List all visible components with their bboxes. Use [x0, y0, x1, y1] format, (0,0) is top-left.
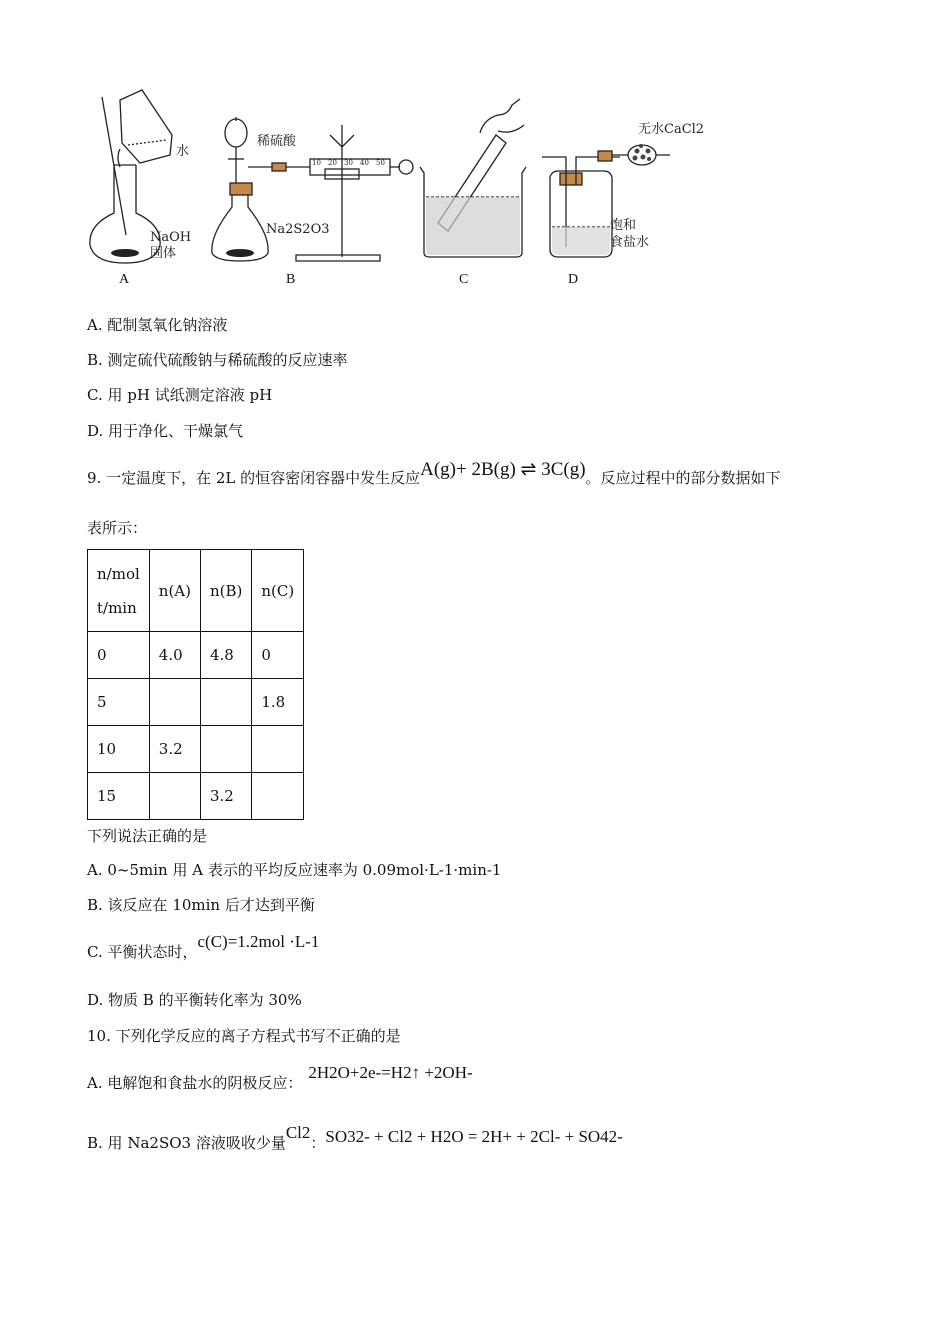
q10-stem: 10. 下列化学反应的离子方程式书写不正确的是: [87, 1027, 401, 1045]
syringe-tick: 40: [360, 159, 369, 167]
q9-option-c-eq: c(C)=1.2mol ·L-1: [197, 932, 320, 951]
q9-option-b: B. 该反应在 10min 后才达到平衡: [87, 896, 315, 914]
table-header-corner: [88, 550, 150, 632]
apparatus-figure: [80, 85, 720, 295]
q9-prompt: 下列说法正确的是: [87, 827, 208, 845]
q9-option-d: D. 物质 B 的平衡转化率为 30%: [87, 991, 302, 1009]
table-cell: [200, 679, 251, 726]
q10-option-b-cl2: Cl2: [285, 1123, 311, 1142]
label-anhydrous-cacl2: 无水CaCl2: [638, 122, 705, 137]
q9-stem: [87, 459, 781, 488]
table-header-row: [88, 550, 304, 632]
figure-label-b: B: [286, 272, 296, 287]
q9-stem-line2: 表所示：: [87, 519, 148, 537]
table-header-cell: n(B): [200, 550, 251, 632]
q10-option-a: [87, 1063, 473, 1093]
table-row: [88, 726, 304, 773]
q8-option-c: C. 用 pH 试纸测定溶液 pH: [87, 386, 273, 404]
label-solid: 固体: [150, 246, 177, 261]
q9-stem-post: 。反应过程中的部分数据如下: [585, 469, 781, 487]
table-cell: 0: [88, 632, 150, 679]
q8-option-d: D. 用于净化、干燥氯气: [87, 422, 244, 440]
q9-option-a: A. 0~5min 用 A 表示的平均反应速率为 0.09mol·L-1·min-1: [87, 861, 502, 879]
q10-option-b: [87, 1123, 623, 1153]
label-brine: 食盐水: [610, 235, 650, 250]
table-cell: 0: [252, 632, 304, 679]
figure-label-c: C: [459, 272, 469, 287]
figure-label-a: A: [119, 272, 130, 287]
q10-option-b-colon: ：: [310, 1134, 326, 1152]
table-row: [88, 773, 304, 820]
header-tmin: t/min: [97, 598, 137, 617]
label-dilute-acid: 稀硫酸: [257, 134, 297, 149]
q10-option-a-pre: A. 电解饱和食盐水的阴极反应：: [87, 1074, 303, 1092]
table-cell: 15: [88, 773, 150, 820]
table-cell: [252, 726, 304, 773]
label-saturated: 饱和: [610, 218, 637, 233]
syringe-tick: 20: [328, 159, 337, 167]
q9-option-c: [87, 932, 320, 962]
table-cell: 4.8: [200, 632, 251, 679]
table-cell: [149, 773, 200, 820]
q9-option-c-pre: C. 平衡状态时，: [87, 943, 198, 961]
table-header-cell: n(C): [252, 550, 304, 632]
label-water: 水: [176, 144, 190, 159]
table-cell: 10: [88, 726, 150, 773]
table-cell: [200, 726, 251, 773]
q8-option-a: A. 配制氢氧化钠溶液: [87, 316, 228, 334]
table-cell: 1.8: [252, 679, 304, 726]
q9-data-table: [87, 549, 304, 820]
label-naoh: NaOH: [150, 230, 192, 245]
table-cell: [252, 773, 304, 820]
q9-stem-pre: 9. 一定温度下，在 2L 的恒容密闭容器中发生反应: [87, 469, 421, 487]
q10-option-b-pre: B. 用 Na2SO3 溶液吸收少量: [87, 1134, 286, 1152]
label-na2s2o3: Na2S2O3: [266, 222, 330, 237]
table-header-cell: n(A): [149, 550, 200, 632]
syringe-tick: 30: [344, 159, 353, 167]
table-row: [88, 679, 304, 726]
table-cell: 4.0: [149, 632, 200, 679]
q8-option-b: B. 测定硫代硫酸钠与稀硫酸的反应速率: [87, 351, 348, 369]
syringe-tick: 10: [312, 159, 321, 167]
table-cell: [149, 679, 200, 726]
header-nmol: n/mol: [97, 564, 140, 583]
q10-option-a-eq: 2H2O+2e-=H2↑ +2OH-: [308, 1063, 473, 1082]
apparatus-b: [212, 117, 413, 261]
table-row: [88, 632, 304, 679]
table-cell: 5: [88, 679, 150, 726]
q10-option-b-eq: SO32- + Cl2 + H2O = 2H+ + 2Cl- + SO42-: [325, 1127, 623, 1146]
syringe-tick: 50: [376, 159, 385, 167]
figure-label-d: D: [568, 272, 579, 287]
table-cell: 3.2: [149, 726, 200, 773]
table-cell: 3.2: [200, 773, 251, 820]
q9-equation: A(g)+ 2B(g) ⇌ 3C(g): [420, 459, 586, 480]
